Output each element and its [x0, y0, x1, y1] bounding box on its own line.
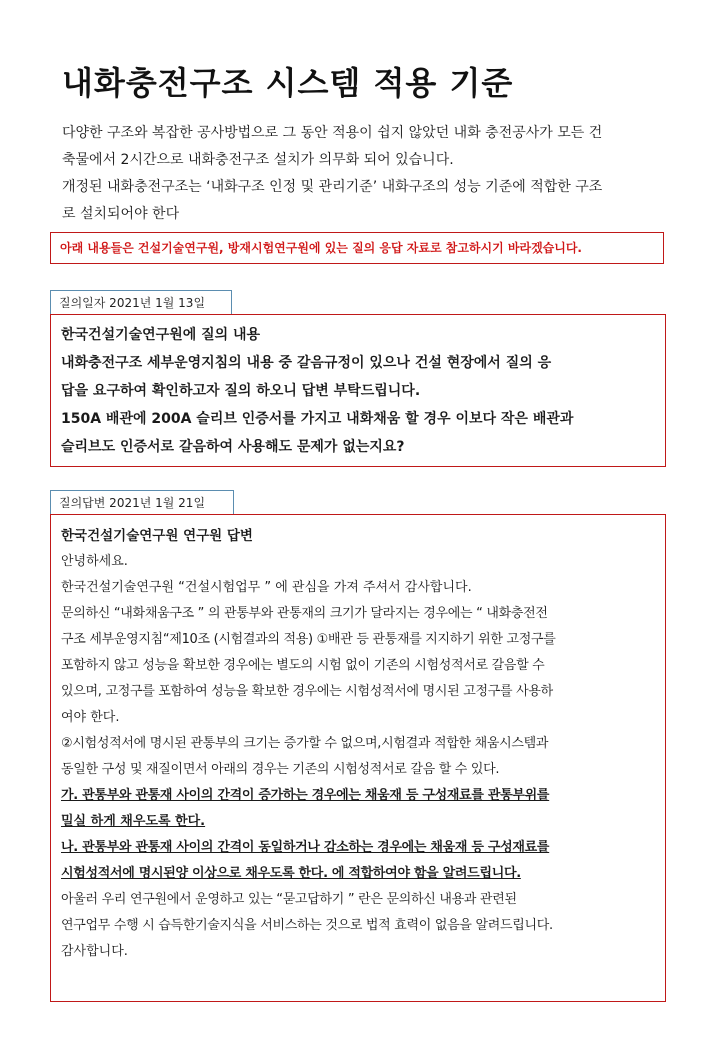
- answer-underlined-line: 밀실 하게 채우도록 한다.: [61, 814, 206, 829]
- question-heading: 한국건설기술연구원에 질의 내용: [61, 327, 261, 343]
- answer-box: [50, 514, 666, 1002]
- answer-line: 동일한 구성 및 재질이면서 아래의 경우는 기존의 시험성적서로 갈음 할 수 있다.: [61, 762, 500, 777]
- question-line: 150A 배관에 200A 슬리브 인증서를 가지고 내화채움 할 경우 이보다 작은 배관과: [61, 411, 574, 427]
- answer-line: 한국건설기술연구원 “건설시험업무 ” 에 관심을 가져 주셔서 감사합니다.: [61, 580, 472, 595]
- intro-line: 축물에서 2시간으로 내화충전구조 설치가 의무화 되어 있습니다.: [62, 152, 454, 168]
- answer-underlined-line: 가. 관통부와 관통재 사이의 간격이 증가하는 경우에는 채움재 등 구성재료를 관통부위를: [61, 788, 550, 803]
- reference-notice: 아래 내용들은 건설기술연구원, 방재시험연구원에 있는 질의 응답 자료로 참고하시기 바라겠습니다.: [50, 232, 664, 264]
- answer-date-tab: 질의답변 2021년 1월 21일: [50, 490, 234, 515]
- answer-line: ②시험성적서에 명시된 관통부의 크기는 증가할 수 없으며,시험결과 적합한 채움시스템과: [61, 736, 549, 751]
- page-title: 내화충전구조 시스템 적용 기준: [62, 64, 514, 102]
- answer-line: 구조 세부운영지침“제10조 (시험결과의 적용) ①배관 등 관통재를 지지하기 위한 고정구를: [61, 632, 556, 647]
- intro-line: 다양한 구조와 복잡한 공사방법으로 그 동안 적용이 쉽지 않았던 내화 충전공사가 모든 건: [62, 125, 603, 141]
- answer-line: 안녕하세요.: [61, 554, 128, 569]
- answer-line: 문의하신 “내화채움구조 ” 의 관통부와 관통재의 크기가 달라지는 경우에는 “ 내화충전전: [61, 606, 548, 621]
- answer-heading: 한국건설기술연구원 연구원 답변: [61, 528, 253, 544]
- question-date-tab: 질의일자 2021년 1월 13일: [50, 290, 232, 315]
- answer-line: 여야 한다.: [61, 710, 120, 725]
- answer-underlined-line: 나. 관통부와 관통재 사이의 간격이 동일하거나 감소하는 경우에는 채움재 등 구성재료를: [61, 840, 550, 855]
- question-line: 내화충전구조 세부운영지침의 내용 중 갈음규정이 있으나 건설 현장에서 질의 응: [61, 355, 552, 371]
- question-line: 답을 요구하여 확인하고자 질의 하오니 답변 부탁드립니다.: [61, 383, 421, 399]
- answer-closing-line: 감사합니다.: [61, 944, 128, 959]
- intro-paragraph: [62, 120, 662, 228]
- answer-line: 있으며, 고정구를 포함하여 성능을 확보한 경우에는 시험성적서에 명시된 고정구를 사용하: [61, 684, 553, 699]
- intro-line: 개정된 내화충전구조는 ‘내화구조 인정 및 관리기준’ 내화구조의 성능 기준에 적합한 구조: [62, 179, 603, 195]
- answer-underlined-line: 시험성적서에 명시된양 이상으로 채우도록 한다. 에 적합하여야 함을 알려드립니다.: [61, 866, 521, 881]
- answer-line: 포함하지 않고 성능을 확보한 경우에는 별도의 시험 없이 기존의 시험성적서로 갈음할 수: [61, 658, 545, 673]
- answer-closing-line: 연구업무 수행 시 습득한기술지식을 서비스하는 것으로 법적 효력이 없음을 알려드립니다.: [61, 918, 553, 933]
- intro-line: 로 설치되어야 한다: [62, 206, 180, 222]
- question-line: 슬리브도 인증서로 갈음하여 사용해도 문제가 없는지요?: [61, 439, 405, 455]
- answer-closing-line: 아울러 우리 연구원에서 운영하고 있는 “묻고답하기 ” 란은 문의하신 내용과 관련된: [61, 892, 517, 907]
- question-box: [50, 314, 666, 467]
